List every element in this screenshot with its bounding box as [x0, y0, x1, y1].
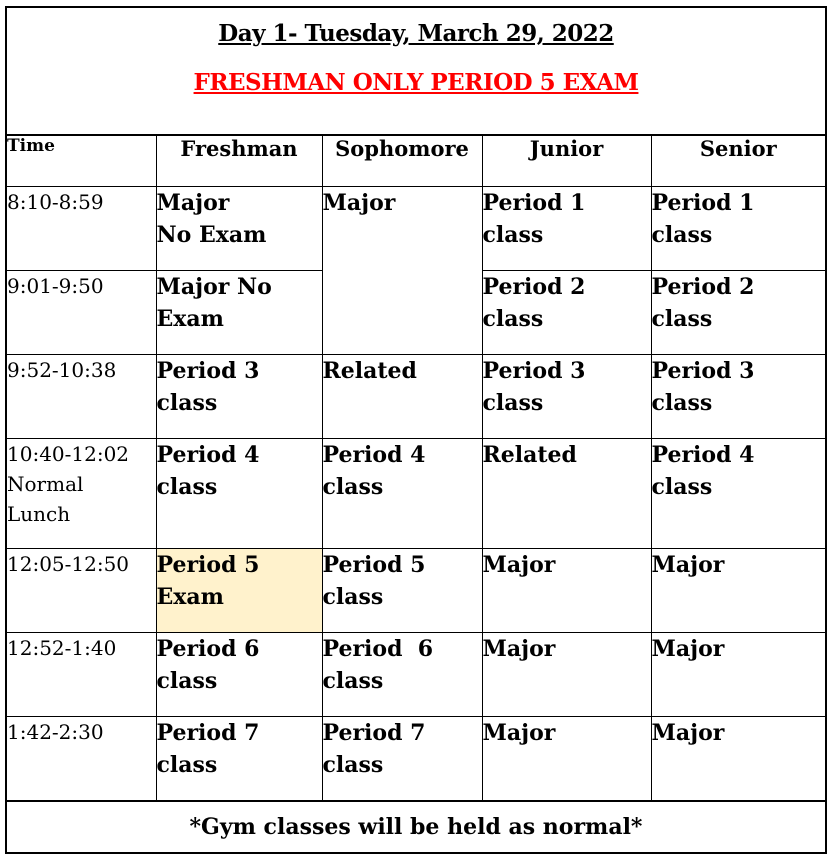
- header-freshman: Freshman: [156, 136, 322, 187]
- time-cell: 10:40-12:02 Normal Lunch: [7, 439, 156, 549]
- time-cell: 12:05-12:50: [7, 549, 156, 633]
- sophomore-cell: Period 5 class: [322, 549, 482, 633]
- header-row: [7, 136, 825, 187]
- page-title: Day 1- Tuesday, March 29, 2022: [218, 20, 614, 47]
- sophomore-cell: Period 6 class: [322, 633, 482, 717]
- freshman-exam-cell: Period 5 Exam: [156, 549, 322, 633]
- header-time: Time: [7, 136, 156, 187]
- senior-cell: Period 2 class: [651, 271, 825, 355]
- time-cell: 1:42-2:30: [7, 717, 156, 801]
- schedule-frame: [5, 6, 827, 854]
- time-cell: 8:10-8:59: [7, 187, 156, 271]
- sophomore-cell: Related: [322, 355, 482, 439]
- time-cell: 9:01-9:50: [7, 271, 156, 355]
- freshman-cell: Major No Exam: [156, 271, 322, 355]
- table-row: [7, 549, 825, 633]
- sophomore-cell: Period 4 class: [322, 439, 482, 549]
- header-sophomore: Sophomore: [322, 136, 482, 187]
- table-row: [7, 439, 825, 549]
- sophomore-cell: Period 7 class: [322, 717, 482, 801]
- header-senior: Senior: [651, 136, 825, 187]
- freshman-cell: Period 6 class: [156, 633, 322, 717]
- freshman-cell: Period 4 class: [156, 439, 322, 549]
- time-cell: 9:52-10:38: [7, 355, 156, 439]
- sophomore-cell: Major: [322, 187, 482, 355]
- schedule-table: [7, 136, 825, 801]
- table-row: [7, 717, 825, 801]
- page-subtitle: FRESHMAN ONLY PERIOD 5 EXAM: [193, 69, 639, 96]
- freshman-cell: Period 7 class: [156, 717, 322, 801]
- title-block: [7, 8, 825, 136]
- table-row: [7, 187, 825, 271]
- junior-cell: Major: [482, 717, 651, 801]
- junior-cell: Major: [482, 633, 651, 717]
- junior-cell: Related: [482, 439, 651, 549]
- junior-cell: Period 1 class: [482, 187, 651, 271]
- senior-cell: Period 4 class: [651, 439, 825, 549]
- senior-cell: Major: [651, 549, 825, 633]
- senior-cell: Period 1 class: [651, 187, 825, 271]
- header-junior: Junior: [482, 136, 651, 187]
- senior-cell: Period 3 class: [651, 355, 825, 439]
- senior-cell: Major: [651, 633, 825, 717]
- table-row: [7, 355, 825, 439]
- junior-cell: Period 3 class: [482, 355, 651, 439]
- time-cell: 12:52-1:40: [7, 633, 156, 717]
- junior-cell: Period 2 class: [482, 271, 651, 355]
- freshman-cell: Period 3 class: [156, 355, 322, 439]
- freshman-cell: Major No Exam: [156, 187, 322, 271]
- senior-cell: Major: [651, 717, 825, 801]
- footer-note: *Gym classes will be held as normal*: [7, 801, 825, 852]
- table-row: [7, 633, 825, 717]
- junior-cell: Major: [482, 549, 651, 633]
